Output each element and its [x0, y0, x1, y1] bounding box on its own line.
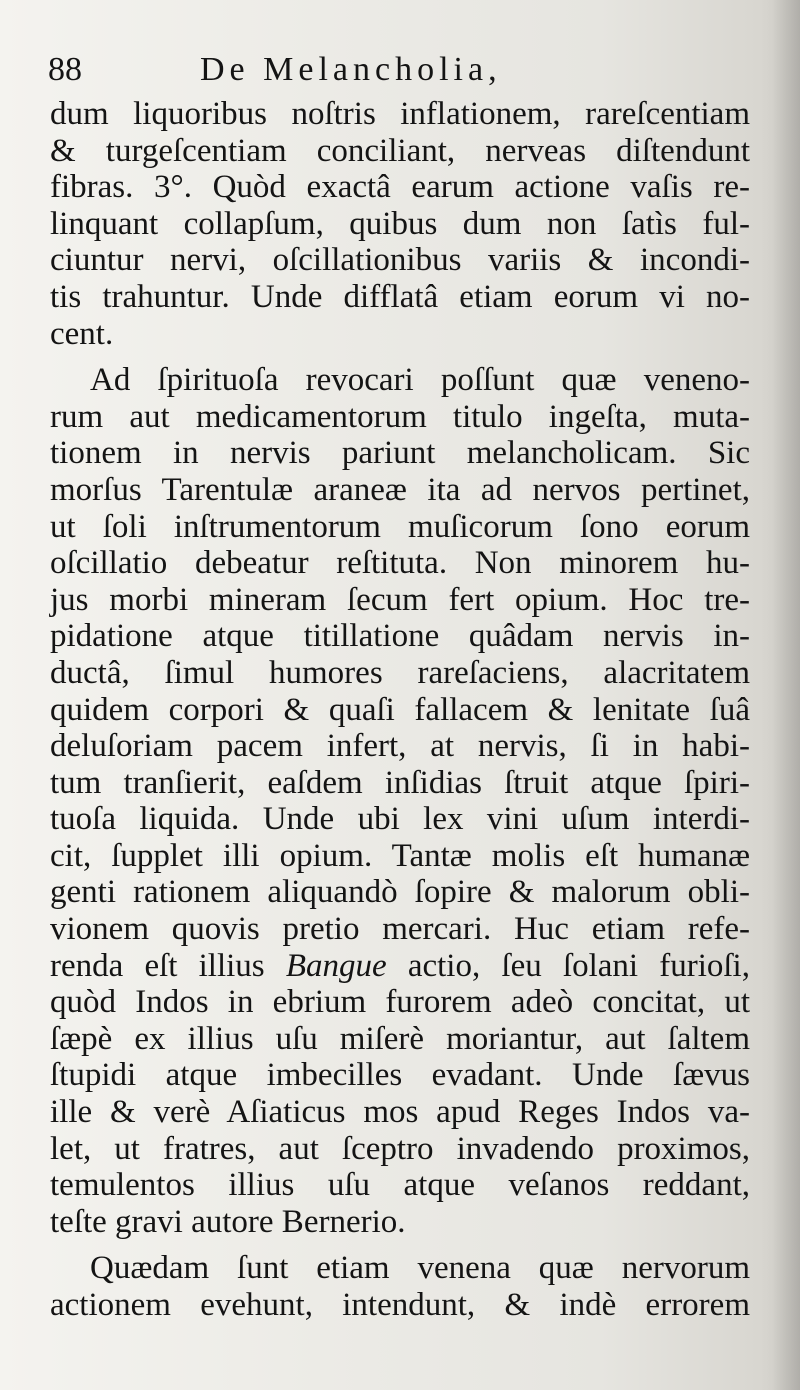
- running-head: De Melancholia,: [200, 51, 502, 88]
- text-line: renda eſt illius Bangue actio, ſeu ſolani furioſi,: [50, 947, 750, 984]
- paragraph: [50, 1250, 750, 1323]
- paragraph: [50, 362, 750, 1240]
- page-number: 88: [48, 51, 82, 88]
- text-line: ſæpè ex illius uſu miſerè moriantur, aut ſaltem: [50, 1020, 750, 1057]
- text-line: fibras. 3°. Quòd exactâ earum actione vaſis re-: [50, 169, 750, 206]
- text-line: genti rationem aliquandò ſopire & malorum obli-: [50, 874, 750, 911]
- text-line: rum aut medicamentorum titulo ingeſta, muta-: [50, 398, 750, 435]
- text-line: & turgeſcentiam conciliant, nerveas diſtendunt: [50, 132, 750, 169]
- text-line: ille & verè Aſiaticus mos apud Reges Indos va-: [50, 1094, 750, 1131]
- text-line: tionem in nervis pariunt melancholicam. Sic: [50, 435, 750, 472]
- text-line: jus morbi mineram ſecum fert opium. Hoc tre-: [50, 581, 750, 618]
- text-line: oſcillatio debeatur reſtituta. Non minorem hu-: [50, 545, 750, 582]
- text-line: linquant collapſum, quibus dum non ſatìs ful-: [50, 205, 750, 242]
- text-line: ſtupidi atque imbecilles evadant. Unde ſævus: [50, 1057, 750, 1094]
- paragraph: [50, 96, 750, 352]
- text-line: tis trahuntur. Unde difflatâ etiam eorum vi no-: [50, 278, 750, 315]
- text-line: pidatione atque titillatione quâdam nervis in-: [50, 618, 750, 655]
- body-text: [50, 96, 750, 1324]
- text-line: tuoſa liquida. Unde ubi lex vini uſum interdi-: [50, 801, 750, 838]
- text-line: Ad ſpirituoſa revocari poſſunt quæ veneno-: [90, 362, 750, 399]
- text-line: deluſoriam pacem infert, at nervis, ſi in habi-: [50, 728, 750, 765]
- italic-term: Bangue: [285, 947, 387, 984]
- text-line: dum liquoribus noſtris inflationem, rareſcentiam: [50, 96, 750, 132]
- text-line: quòd Indos in ebrium furorem adeò concitat, ut: [50, 984, 750, 1021]
- text-line: teſte gravi autore Bernerio.: [50, 1203, 406, 1240]
- page-edge-shadow: [772, 0, 800, 1390]
- paragraph-gap: [50, 1240, 750, 1250]
- text-line: actionem evehunt, intendunt, & indè errorem: [50, 1287, 750, 1323]
- text-line: temulentos illius uſu atque veſanos reddant,: [50, 1167, 750, 1204]
- page-header: [48, 48, 748, 92]
- text-line: cit, ſupplet illi opium. Tantæ molis eſt humanæ: [50, 837, 750, 874]
- text-line: cent.: [50, 315, 114, 352]
- text-line: quidem corpori & quaſi fallacem & lenitate ſuâ: [50, 691, 750, 728]
- text-line: ductâ, ſimul humores rareſaciens, alacritatem: [50, 654, 750, 691]
- text-line: ut ſoli inſtrumentorum muſicorum ſono eorum: [50, 508, 750, 545]
- text-line: vionem quovis pretio mercari. Huc etiam refe-: [50, 911, 750, 948]
- text-line: morſus Tarentulæ araneæ ita ad nervos pertinet,: [50, 471, 750, 508]
- paragraph-gap: [50, 352, 750, 362]
- text-line: let, ut fratres, aut ſceptro invadendo proximos,: [50, 1130, 750, 1167]
- text-line: Quædam ſunt etiam venena quæ nervorum: [90, 1250, 750, 1287]
- text-line: tum tranſierit, eaſdem inſidias ſtruit atque ſpiri-: [50, 764, 750, 801]
- text-line: ciuntur nervi, oſcillationibus variis & incondi-: [50, 242, 750, 279]
